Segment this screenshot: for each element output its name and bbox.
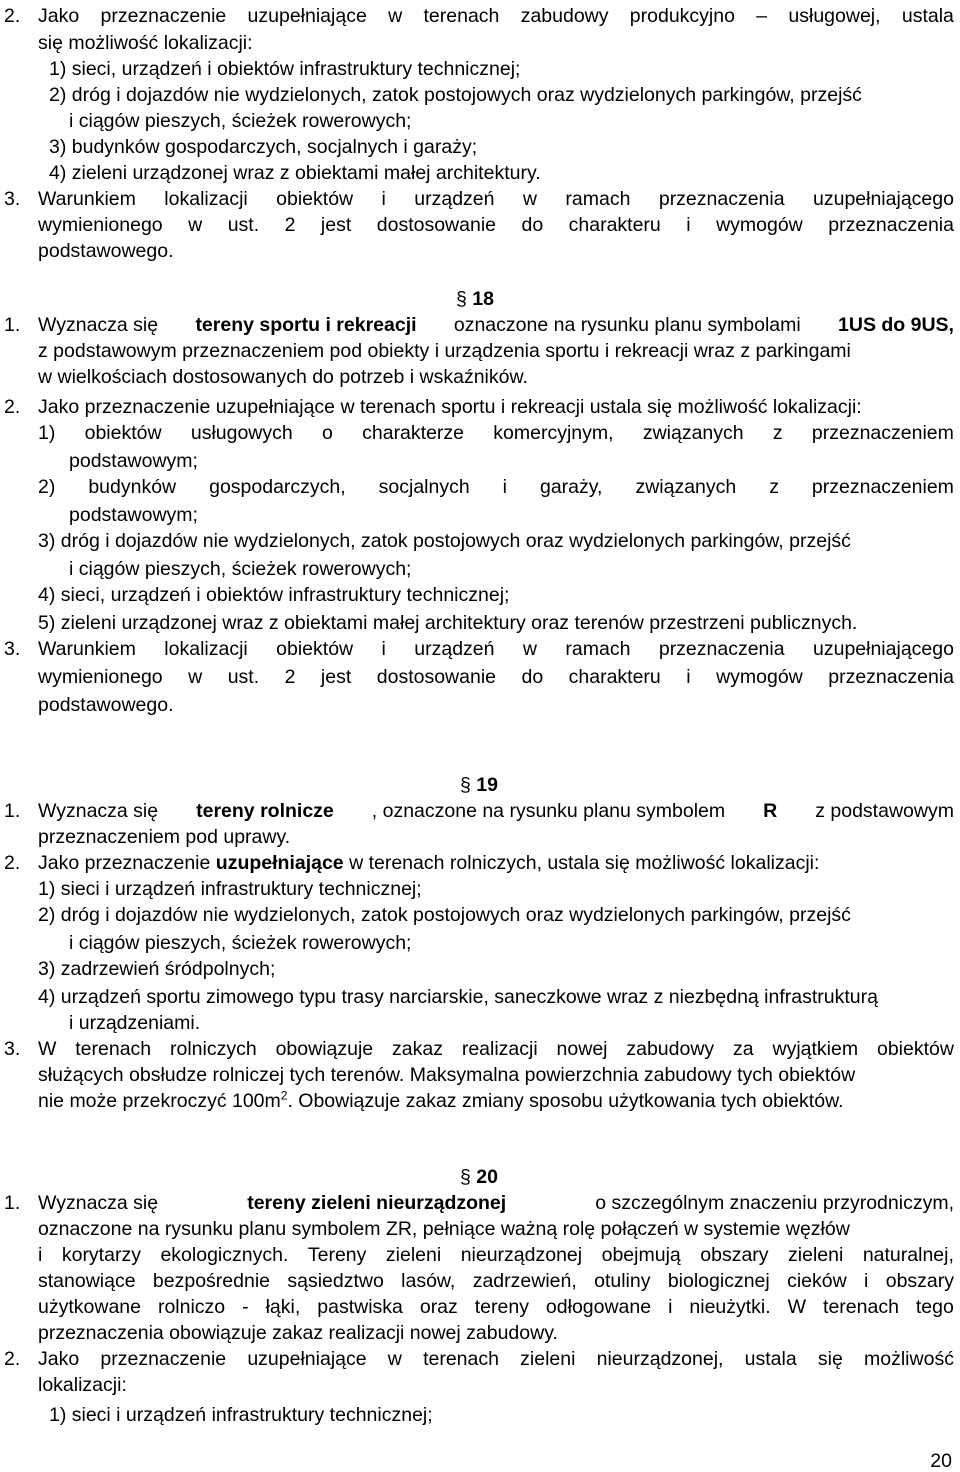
text-line: 3.: [4, 188, 21, 210]
text-line: 1.: [4, 800, 21, 822]
s20-point1-line1: Wyznacza się tereny zieleni nieurządzonej o szczególnym znaczeniu przyrodniczym,: [38, 1192, 954, 1214]
text-line: wymienionego w ust. 2 jest dostosowanie do charakteru i wymogów przeznaczenia: [38, 666, 954, 688]
text-line: podstawowego.: [38, 694, 174, 716]
text-line: i ciągów pieszych, ścieżek rowerowych;: [69, 110, 412, 132]
text-line: Warunkiem lokalizacji obiektów i urządzeń w ramach przeznaczenia uzupełniającego: [38, 638, 954, 660]
text-line: 5) zieleni urządzonej wraz z obiektami małej architektury oraz terenów przestrzeni publicznych.: [38, 612, 858, 634]
text-line: z podstawowym przeznaczeniem pod obiekty i urządzenia sportu i rekreacji wraz z parkingami: [38, 340, 851, 362]
text-line: się możliwość lokalizacji:: [38, 32, 253, 54]
text-line: 4) zieleni urządzonej wraz z obiektami małej architektury.: [49, 162, 541, 184]
text-line: 3) zadrzewień śródpolnych;: [38, 958, 276, 980]
text-line: 2.: [4, 5, 21, 27]
s19-point1-line1: Wyznacza się tereny rolnicze , oznaczone na rysunku planu symbolem R z podstawowym: [38, 800, 954, 822]
text-line: Jako przeznaczenie uzupełniające w terenach sportu i rekreacji ustala się możliwość lokalizacji:: [38, 396, 862, 418]
text-line: wymienionego w ust. 2 jest dostosowanie do charakteru i wymogów przeznaczenia: [38, 214, 954, 236]
section-heading: § 19: [460, 774, 498, 796]
text-line: i ciągów pieszych, ścieżek rowerowych;: [69, 932, 412, 954]
land-use-name: tereny sportu i rekreacji: [195, 314, 417, 336]
text-line: 1) obiektów usługowych o charakterze komercyjnym, związanych z przeznaczeniem: [38, 422, 954, 444]
bold-term: uzupełniające: [215, 852, 344, 874]
land-use-symbol: 1US do 9US,: [838, 314, 954, 336]
text-line: oznaczone na rysunku planu symbolem ZR, pełniące ważną rolę połączeń w systemie węzłów: [38, 1218, 850, 1240]
text-line: 4) sieci, urządzeń i obiektów infrastruktury technicznej;: [38, 584, 510, 606]
text-line: podstawowym;: [69, 450, 198, 472]
page-number: 20: [930, 1450, 952, 1472]
text-line: i korytarzy ekologicznych. Tereny zieleni nieurządzonej obejmują obszary zieleni naturalnej,: [38, 1244, 954, 1266]
text-line: 3.: [4, 638, 21, 660]
text-line: 3) budynków gospodarczych, socjalnych i garaży;: [49, 136, 478, 158]
text-line: 1) sieci i urządzeń infrastruktury technicznej;: [38, 878, 422, 900]
text-line: Warunkiem lokalizacji obiektów i urządzeń w ramach przeznaczenia uzupełniającego: [38, 188, 954, 210]
text-line: Jako przeznaczenie uzupełniające w terenach zieleni nieurządzonej, ustala się możliwość: [38, 1348, 954, 1370]
text-line: przeznaczenia obowiązuje zakaz realizacji nowej zabudowy.: [38, 1322, 558, 1344]
text-line: i urządzeniami.: [69, 1012, 201, 1034]
text-line: w wielkościach dostosowanych do potrzeb i wskaźników.: [38, 366, 528, 388]
land-use-symbol: R: [763, 800, 778, 822]
text-line: 2) dróg i dojazdów nie wydzielonych, zatok postojowych oraz wydzielonych parkingów, przejść: [49, 84, 862, 106]
text-line: 4) urządzeń sportu zimowego typu trasy narciarskie, saneczkowe wraz z niezbędną infrastrukturą: [38, 986, 878, 1008]
section-heading: § 20: [460, 1166, 498, 1188]
land-use-name: tereny zieleni nieurządzonej: [247, 1192, 507, 1214]
text-line: 3) dróg i dojazdów nie wydzielonych, zatok postojowych oraz wydzielonych parkingów, przejść: [38, 530, 851, 552]
text-line: 1.: [4, 314, 21, 336]
text-line: użytkowane rolniczo - łąki, pastwiska oraz tereny odłogowane i nieużytki. W terenach tego: [38, 1296, 954, 1318]
text-line: 1) sieci i urządzeń infrastruktury technicznej;: [49, 1404, 433, 1426]
text-line: 3.: [4, 1038, 21, 1060]
text-line: podstawowego.: [38, 240, 174, 262]
text-line: stanowiące bezpośrednie sąsiedztwo lasów, zadrzewień, otuliny biologicznej cieków i obszary: [38, 1270, 954, 1292]
text-line: 2.: [4, 852, 21, 874]
text-line: przeznaczeniem pod uprawy.: [38, 826, 291, 848]
s19-point3-line3: nie może przekroczyć $100m^2$. Obowiązuje zakaz zmiany sposobu użytkowania tych obiektów.: [38, 1088, 844, 1112]
text-line: 2) dróg i dojazdów nie wydzielonych, zatok postojowych oraz wydzielonych parkingów, przejść: [38, 904, 851, 926]
text-line: 1) sieci, urządzeń i obiektów infrastruktury technicznej;: [49, 58, 521, 80]
text-line: 2.: [4, 1348, 21, 1370]
land-use-name: tereny rolnicze: [196, 800, 334, 822]
text-line: 2.: [4, 396, 21, 418]
text-line: W terenach rolniczych obowiązuje zakaz realizacji nowej zabudowy za wyjątkiem obiektów: [38, 1038, 954, 1060]
s19-point2-line1: Jako przeznaczenie uzupełniające w terenach rolniczych, ustala się możliwość lokalizacji:: [38, 852, 820, 874]
text-line: 1.: [4, 1192, 21, 1214]
text-line: i ciągów pieszych, ścieżek rowerowych;: [69, 558, 412, 580]
text-line: 2) budynków gospodarczych, socjalnych i garaży, związanych z przeznaczeniem: [38, 476, 954, 498]
text-line: Jako przeznaczenie uzupełniające w terenach zabudowy produkcyjno – usługowej, ustala: [38, 5, 954, 27]
text-line: służących obsłudze rolniczej tych terenów. Maksymalna powierzchnia zabudowy tych obiektów: [38, 1064, 856, 1086]
text-line: podstawowym;: [69, 504, 198, 526]
section-heading: § 18: [456, 288, 494, 310]
s18-point1-line1: Wyznacza się tereny sportu i rekreacji oznaczone na rysunku planu symbolami 1US do 9US,: [38, 314, 954, 336]
text-line: lokalizacji:: [38, 1374, 127, 1396]
